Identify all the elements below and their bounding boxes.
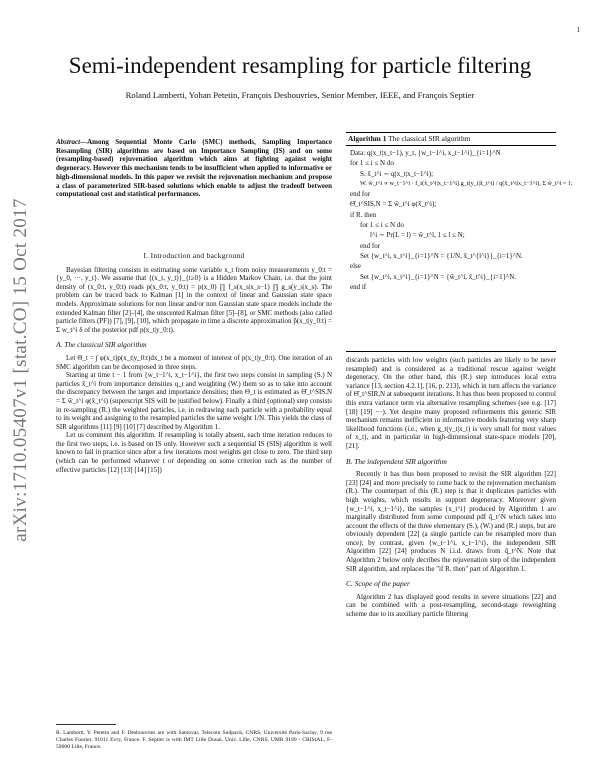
section-b-title: B. The independent SIR algorithm bbox=[346, 456, 447, 466]
page-number: 1 bbox=[576, 26, 580, 34]
section-a-title: A. The classical SIR algorithm bbox=[56, 340, 147, 350]
algorithm-line: l^i ∼ Pr(L = l) = w̃_t^l, 1 ≤ l ≤ N; bbox=[370, 231, 465, 240]
algorithm-line: Set {w_t^i, x_t^i}_{i=1}^N = {1/N, x̃_t^{l^i}}_{i=1}^N. bbox=[360, 251, 523, 260]
arxiv-stamp-text: arXiv:1710.05407v1 [stat.CO] 15 Oct 2017 bbox=[10, 198, 31, 542]
abstract bbox=[56, 138, 332, 199]
right-paragraph-continued: discards particles with low weights (such particles are likely to be never resampled) and is considered as a traditional rescue against weight degeneracy. On the other hand, this (R.) step introduces local extra variance [13, section 4.2.1], [16, p. 213], which in turn affects the variance of Θ̂_t^SIR,N at subsequent iterations. It has thus been proposed to control this extra variance term via alternative resampling schemes (see e.g. [17] [18] [19] ···). Yet despite many proposed refinements this generic SIR mechanism remains inefficient in informative models featuring very sharp likelihood functions (i.e., when g_t(y_t|x_t) is very small for most values of x_t), and in particular in high-dimensional state-space models [20], [21]. bbox=[346, 356, 556, 450]
section-1-paragraph: Bayesian filtering consists in estimating some variable x_t from noisy measurements y_0:t = {y_0, ···, y_t}. We assume that {(x_t, y_t)}_{t≥0} is a Hidden Markov Chain, i.e. that the joint density of (x_0:t, y_0:t) reads p(x_0:t, y_0:t) = p(x_0) ∏ f_s(x_s|x_s−1) ∏ g_s(y_s|x_s). The problem can be traced back to Kalman [1] in the context of linear and Gaussian state space models. Approximate solutions for non linear and/or non Gaussian state space models include the extended Kalman filter [2]–[4], the unscented Kalman filter [5]–[8], or SMC methods (also called particle filters (PF)) [7], [9], [10], which propagate in time a discrete approximation p̂(x_t|y_0:t) = Σ w_t^i δ of the posterior pdf p(x_t|y_0:t). bbox=[56, 265, 332, 334]
algorithm-caption bbox=[346, 133, 556, 146]
section-a-paragraph-2: Starting at time t − 1 from {w_t−1^i, x_t−1^i}, the first two steps consist in sampling (S.) N particles x̃_t^i from importance densities q_t and weighting (W.) them so as to take into account the discrepancy between the target and importance densities; then Θ_t is estimated as Θ̂_t^SIS,N = Σ w̃_t^i φ(x̃_t^i) (superscript SIS will be justified below). Finally a third (optional) step consists in re-sampling (R.) the weighted particles, i.e. in redrawing each particle with a probability equal to its weight and assigning to the resampled particles the same weight 1/N. This yields the class of SIR algorithms [11] [9] [10] [7] described by Algorithm 1. bbox=[56, 371, 332, 431]
algorithm-line: for 1 ≤ i ≤ N do bbox=[350, 159, 394, 168]
algorithm-line: end for bbox=[350, 190, 371, 199]
right-column bbox=[346, 356, 556, 619]
algorithm-line: for 1 ≤ i ≤ N do bbox=[360, 221, 404, 230]
section-c-paragraph: Algorithm 2 has displayed good results in severe situations [22] and can be combined with a post-resampling, second-stage reweighting scheme due to its auxiliary particle filtering bbox=[346, 592, 556, 619]
abstract-label: Abstract bbox=[56, 138, 81, 146]
section-a-paragraph-3: Let us comment this algorithm. If resampling is totally absent, each time iteration reduces to the first two steps, i.e. is based on IS only. However such a sequential IS (SIS) algorithm is well known to fail in practice since after a few iterations most weights get close to zero. The third step (which can be performed whatever t or depending on some criterion such as the number of effective particles [12] [13] [14] [15]) bbox=[56, 431, 332, 474]
footnote-rule bbox=[56, 724, 116, 725]
algorithm-box bbox=[346, 132, 573, 352]
algorithm-caption-text: The classical SIR algorithm bbox=[388, 134, 471, 143]
algorithm-line: else bbox=[350, 262, 361, 271]
algorithm-line: W. w̃_t^i ∝ w_t−1^i · f_t(x̃_t^i|x_t−1^i) g_t(y_t|x̃_t^i) / q(x̃_t^i|x_t−1^i), Σ w̃_t^i = 1; bbox=[360, 179, 573, 187]
section-c-title: C. Scope of the paper bbox=[346, 579, 410, 589]
algorithm-caption-label: Algorithm 1 bbox=[348, 134, 387, 143]
abstract-text: —Among Sequential Monte Carlo (SMC) methods, Sampling Importance Resampling (SIR) algorithms are based on Importance Sampling (IS) and on some (resampling-based) rejuvenation algorithm which aims at fighting against weight degeneracy. However this mechanism tends to be insufficient when applied to informative or high-dimensional models. In this paper we revisit the rejuvenation mechanism and propose a class of parameterized SIR-based solutions which enable to adjust the tradeoff between computational cost and statistical performances. bbox=[56, 138, 332, 199]
algorithm-line: if R. then bbox=[350, 210, 377, 219]
algorithm-line: Θ̂_t^SIS,N = Σ w̃_t^i φ(x̃_t^i); bbox=[350, 200, 437, 209]
author-list: Roland Lamberti, Yohan Petetin, François Desbouvries, Senior Member, IEEE, and François Septier bbox=[125, 90, 475, 100]
algorithm-line: Data: q(x_t|x_t−1), y_t, {w_t−1^i, x_t−1^i}_{i=1}^N bbox=[350, 149, 501, 157]
algorithm-line: end for bbox=[360, 241, 381, 250]
arxiv-stamp bbox=[6, 180, 36, 560]
section-a-paragraph-1: Let Θ_t = ∫ φ(x_t)p(x_t|y_0:t)dx_t be a moment of interest of p(x_t|y_0:t). One iteration of an SMC algorithm can be decomposed in three steps. bbox=[56, 353, 332, 371]
algorithm-line: Set {w_t^i, x_t^i}_{i=1}^N = {w̃_t^i, x̃_t^i}_{i=1}^N. bbox=[360, 272, 517, 281]
paper-title: Semi-independent resampling for particle filtering bbox=[68, 53, 532, 78]
left-column bbox=[56, 252, 332, 474]
algorithm-line: S. x̃_t^i ∼ q(x_t|x_t−1^i); bbox=[360, 169, 434, 178]
section-b-paragraph: Recently it has thus been proposed to revisit the SIR algorithm [22] [23] [24] and more precisely to come back to the rejuvenation mechanism (R.). The counterpart of this (R.) step is that it duplicates particles with high weights, which results in support degeneracy. Moreover given {w_t−1^i, x_t−1^i}, the samples {x_t^i} produced by Algorithm 1 are marginally distributed from some compound pdf q̂_t^N which takes into account the effects of the three elementary (S.), (W.) and (R.) steps, but are obviously dependent [22] (a single particle can be resampled more than once); by contrast, given {w_t−1^i, x_t−1^i}, the independent SIR Algorithm [22] [24] produces N i.i.d. draws from q̂_t^N. Note that Algorithm 2 below only decribes the rejuvenation step of the independent SIR algorithm, and replaces the "if R. then" part of Algorithm 1. bbox=[346, 470, 556, 573]
section-1-title: I. Introduction and background bbox=[143, 251, 245, 260]
footnote: R. Lamberti, Y. Petetin and F. Desbouvries are with Samovar, Telecom Sudparis, CNRS, Université Paris-Saclay, 9 rue Charles Fourier, 91011 Evry, France. F. Septier is with IMT Lille Douai, Univ. Lille, CNRS, UMR 9189 - CRIStAL, F-59000 Lille, France. bbox=[56, 730, 332, 750]
algorithm-line: end if bbox=[350, 282, 367, 291]
